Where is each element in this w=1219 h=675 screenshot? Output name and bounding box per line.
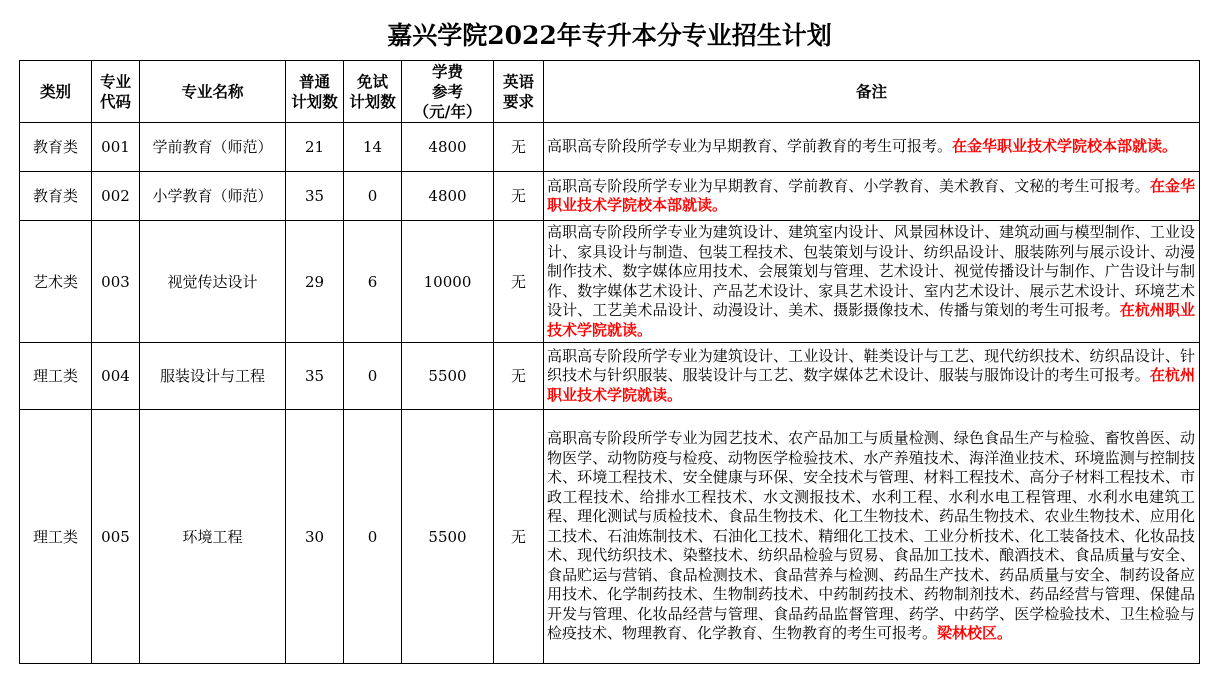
cell-tuition: 4800	[402, 172, 494, 221]
cell-major-name: 小学教育（师范）	[140, 172, 286, 221]
table-row	[20, 172, 1200, 221]
cell-remarks	[544, 123, 1200, 172]
cell-code: 001	[92, 123, 140, 172]
remark-text: 高职高专阶段所学专业为建筑设计、工业设计、鞋类设计与工艺、现代纺织技术、纺织品设计、针织技术与针织服装、服装设计与工艺、数字媒体艺术设计、服装与服饰设计的考生可报考。	[547, 346, 1195, 385]
header-category: 类别	[20, 61, 92, 123]
cell-tuition: 5500	[402, 343, 494, 410]
table-row	[20, 343, 1200, 410]
header-code: 专业 代码	[92, 61, 140, 123]
cell-major-name: 服装设计与工程	[140, 343, 286, 410]
cell-major-name: 学前教育（师范）	[140, 123, 286, 172]
cell-tuition: 10000	[402, 221, 494, 343]
campus-note: 在杭州职业技术学院就读。	[547, 301, 1195, 339]
cell-english-requirement: 无	[494, 410, 544, 664]
campus-note: 梁林校区。	[937, 624, 1013, 643]
cell-english-requirement: 无	[494, 221, 544, 343]
cell-regular-plan: 35	[286, 172, 344, 221]
cell-category: 艺术类	[20, 221, 92, 343]
header-remarks: 备注	[544, 61, 1200, 123]
cell-tuition: 5500	[402, 410, 494, 664]
cell-code: 003	[92, 221, 140, 343]
cell-category: 教育类	[20, 123, 92, 172]
page-title: 嘉兴学院2022年专升本分专业招生计划	[387, 21, 832, 50]
cell-tuition: 4800	[402, 123, 494, 172]
remark-text: 高职高专阶段所学专业为建筑设计、建筑室内设计、风景园林设计、建筑动画与模型制作、工业设计、家具设计与制造、包装工程技术、包装策划与设计、纺织品设计、服装陈列与展示设计、动漫制作技术、数字媒体应用技术、会展策划与管理、艺术设计、视觉传播设计与制作、广告设计与制作、数字媒体艺术设计、产品艺术设计、家具艺术设计、室内艺术设计、展示艺术设计、环境艺术设计、工艺美术品设计、动漫设计、美术、摄影摄像技术、传播与策划的考生可报考。	[547, 223, 1195, 319]
cell-major-name: 环境工程	[140, 410, 286, 664]
header-regular-plan: 普通 计划数	[286, 61, 344, 123]
remark-text: 高职高专阶段所学专业为园艺技术、农产品加工与质量检测、绿色食品生产与检验、畜牧兽医、动物医学、动物防疫与检疫、动物医学检验技术、水产养殖技术、海洋渔业技术、环境监测与控制技术、环境工程技术、安全健康与环保、安全技术与管理、材料工程技术、高分子材料工程技术、市政工程技术、给排水工程技术、水文测报技术、水利工程、水利水电工程管理、水利水电建筑工程、理化测试与质检技术、食品生物技术、化工生物技术、药品生物技术、农业生物技术、应用化工技术、石油炼制技术、石油化工技术、精细化工技术、工业分析技术、化工装备技术、化妆品技术、现代纺织技术、染整技术、纺织品检验与贸易、食品加工技术、酿酒技术、食品质量与安全、食品贮运与营销、食品检测技术、食品营养与检测、药品生产技术、药品质量与安全、制药设备应用技术、化学制药技术、生物制药技术、中药制药技术、药物制剂技术、药品经营与管理、保健品开发与管理、化妆品经营与管理、食品药品监督管理、药学、中药学、医学检验技术、卫生检验与检疫技术、物理教育、化学教育、生物教育的考生可报考。	[547, 429, 1195, 643]
cell-exempt-plan: 14	[344, 123, 402, 172]
cell-regular-plan: 29	[286, 221, 344, 343]
table-row	[20, 410, 1200, 664]
cell-code: 002	[92, 172, 140, 221]
header-exempt-plan: 免试 计划数	[344, 61, 402, 123]
cell-exempt-plan: 6	[344, 221, 402, 343]
header-tuition: 学费 参考 （元/年）	[402, 61, 494, 123]
cell-code: 005	[92, 410, 140, 664]
remark-text: 高职高专阶段所学专业为早期教育、学前教育、小学教育、美术教育、文秘的考生可报考。	[547, 176, 1150, 195]
cell-category: 理工类	[20, 343, 92, 410]
cell-regular-plan: 21	[286, 123, 344, 172]
table-row	[20, 123, 1200, 172]
table-row	[20, 221, 1200, 343]
cell-remarks	[544, 343, 1200, 410]
cell-code: 004	[92, 343, 140, 410]
enrollment-plan-table	[19, 60, 1200, 664]
cell-exempt-plan: 0	[344, 343, 402, 410]
cell-remarks	[544, 410, 1200, 664]
cell-major-name: 视觉传达设计	[140, 221, 286, 343]
cell-english-requirement: 无	[494, 343, 544, 410]
remark-text: 高职高专阶段所学专业为早期教育、学前教育的考生可报考。	[547, 137, 953, 156]
cell-category: 教育类	[20, 172, 92, 221]
cell-english-requirement: 无	[494, 172, 544, 221]
cell-regular-plan: 35	[286, 343, 344, 410]
cell-remarks	[544, 172, 1200, 221]
campus-note: 在金华职业技术学院校本部就读。	[547, 176, 1195, 214]
header-major-name: 专业名称	[140, 61, 286, 123]
cell-remarks	[544, 221, 1200, 343]
campus-note: 在金华职业技术学院校本部就读。	[952, 137, 1178, 156]
cell-regular-plan: 30	[286, 410, 344, 664]
cell-english-requirement: 无	[494, 123, 544, 172]
cell-exempt-plan: 0	[344, 172, 402, 221]
header-english-requirement: 英语 要求	[494, 61, 544, 123]
table-header-row	[20, 61, 1200, 123]
campus-note: 在杭州职业技术学院就读。	[547, 366, 1195, 404]
cell-category: 理工类	[20, 410, 92, 664]
cell-exempt-plan: 0	[344, 410, 402, 664]
